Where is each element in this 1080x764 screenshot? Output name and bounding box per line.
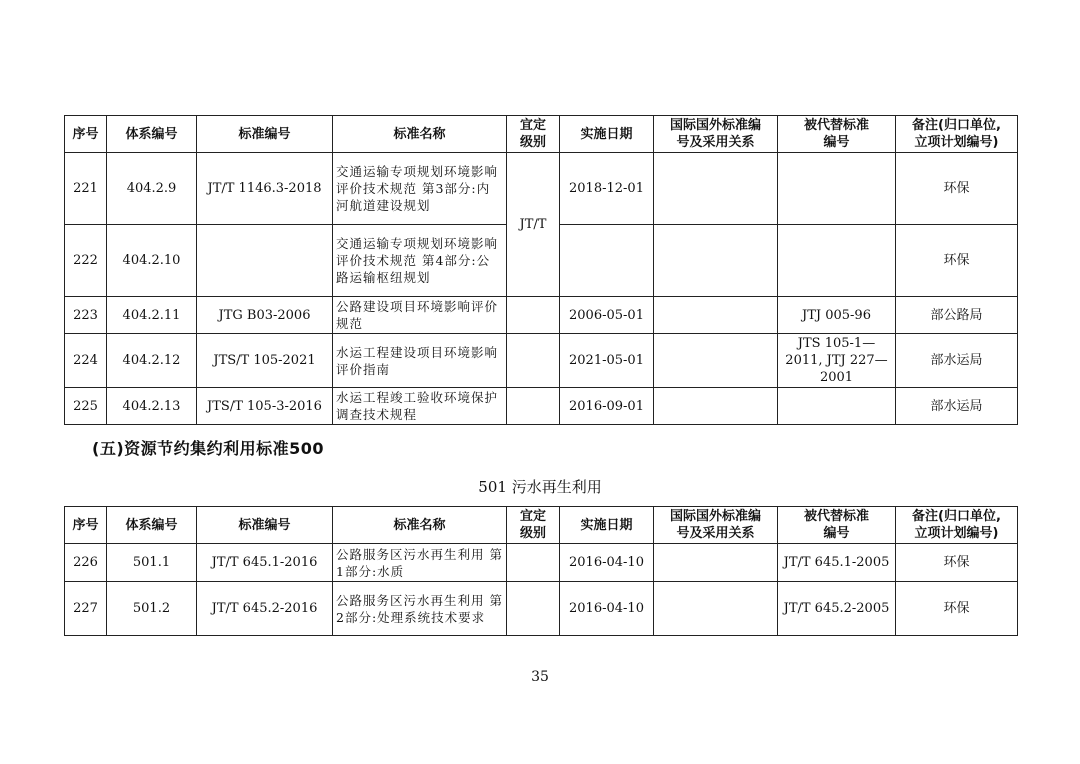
header-standard-number: 标准编号: [197, 116, 333, 153]
table-row: [65, 297, 1018, 334]
cell-remark: 环保: [896, 544, 1018, 582]
cell-level: [507, 297, 560, 334]
cell-level: [507, 334, 560, 388]
table-row: [65, 582, 1018, 636]
cell-replaced: JTS 105-1—2011, JTJ 227—2001: [778, 334, 896, 388]
cell-date: 2018-12-01: [560, 153, 654, 225]
cell-seq: 223: [65, 297, 107, 334]
cell-level: [507, 388, 560, 425]
cell-system-number: 404.2.10: [107, 225, 197, 297]
cell-remark: 部水运局: [896, 388, 1018, 425]
cell-standard-name: 水运工程竣工验收环境保护调查技术规程: [333, 388, 507, 425]
header-seq: 序号: [65, 507, 107, 544]
header-level: 宜定 级别: [507, 116, 560, 153]
cell-replaced: JT/T 645.2-2005: [778, 582, 896, 636]
header-intl: 国际国外标准编 号及采用关系: [654, 507, 778, 544]
cell-remark: 部公路局: [896, 297, 1018, 334]
cell-intl: [654, 334, 778, 388]
cell-intl: [654, 388, 778, 425]
header-standard-name: 标准名称: [333, 507, 507, 544]
cell-date: 2016-04-10: [560, 582, 654, 636]
sub-heading: 501 污水再生利用: [478, 478, 602, 496]
cell-standard-name: 水运工程建设项目环境影响评价指南: [333, 334, 507, 388]
cell-standard-number: JT/T 1146.3-2018: [197, 153, 333, 225]
standards-table-404: [64, 115, 1018, 425]
cell-system-number: 404.2.9: [107, 153, 197, 225]
cell-date: 2021-05-01: [560, 334, 654, 388]
section-heading: (五)资源节约集约利用标准500: [92, 439, 325, 458]
table-row: [65, 334, 1018, 388]
header-remark: 备注(归口单位, 立项计划编号): [896, 507, 1018, 544]
cell-intl: [654, 225, 778, 297]
table-header-row: [65, 116, 1018, 153]
cell-date: 2016-04-10: [560, 544, 654, 582]
cell-standard-number: JTG B03-2006: [197, 297, 333, 334]
header-standard-name: 标准名称: [333, 116, 507, 153]
cell-replaced: [778, 225, 896, 297]
cell-intl: [654, 297, 778, 334]
cell-intl: [654, 153, 778, 225]
cell-seq: 226: [65, 544, 107, 582]
cell-intl: [654, 582, 778, 636]
cell-replaced: [778, 153, 896, 225]
cell-seq: 227: [65, 582, 107, 636]
cell-replaced: [778, 388, 896, 425]
cell-seq: 222: [65, 225, 107, 297]
header-date: 实施日期: [560, 507, 654, 544]
header-standard-number: 标准编号: [197, 507, 333, 544]
standards-table-501: [64, 506, 1018, 636]
cell-replaced: JTJ 005-96: [778, 297, 896, 334]
cell-standard-name: 交通运输专项规划环境影响评价技术规范 第4部分:公路运输枢纽规划: [333, 225, 507, 297]
cell-seq: 225: [65, 388, 107, 425]
cell-level: [507, 544, 560, 582]
cell-intl: [654, 544, 778, 582]
cell-replaced: JT/T 645.1-2005: [778, 544, 896, 582]
cell-date: 2016-09-01: [560, 388, 654, 425]
header-system-number: 体系编号: [107, 507, 197, 544]
header-replaced: 被代替标准 编号: [778, 116, 896, 153]
cell-remark: 部水运局: [896, 334, 1018, 388]
cell-system-number: 404.2.13: [107, 388, 197, 425]
cell-seq: 224: [65, 334, 107, 388]
page-number: 35: [531, 669, 549, 685]
cell-system-number: 404.2.12: [107, 334, 197, 388]
header-date: 实施日期: [560, 116, 654, 153]
cell-standard-name: 公路服务区污水再生利用 第1部分:水质: [333, 544, 507, 582]
table-row: [65, 544, 1018, 582]
cell-date: 2006-05-01: [560, 297, 654, 334]
cell-system-number: 404.2.11: [107, 297, 197, 334]
header-level: 宜定 级别: [507, 507, 560, 544]
cell-remark: 环保: [896, 225, 1018, 297]
cell-standard-number: JT/T 645.2-2016: [197, 582, 333, 636]
header-system-number: 体系编号: [107, 116, 197, 153]
cell-standard-name: 交通运输专项规划环境影响评价技术规范 第3部分:内河航道建设规划: [333, 153, 507, 225]
cell-standard-name: 公路服务区污水再生利用 第2部分:处理系统技术要求: [333, 582, 507, 636]
table-row: [65, 388, 1018, 425]
cell-level: JT/T: [507, 153, 560, 297]
cell-seq: 221: [65, 153, 107, 225]
cell-standard-number: JTS/T 105-3-2016: [197, 388, 333, 425]
cell-remark: 环保: [896, 153, 1018, 225]
cell-standard-number: JT/T 645.1-2016: [197, 544, 333, 582]
table-header-row: [65, 507, 1018, 544]
table-row: [65, 153, 1018, 225]
cell-standard-name: 公路建设项目环境影响评价规范: [333, 297, 507, 334]
cell-remark: 环保: [896, 582, 1018, 636]
cell-date: [560, 225, 654, 297]
header-replaced: 被代替标准 编号: [778, 507, 896, 544]
cell-standard-number: [197, 225, 333, 297]
cell-system-number: 501.1: [107, 544, 197, 582]
cell-level: [507, 582, 560, 636]
cell-standard-number: JTS/T 105-2021: [197, 334, 333, 388]
header-remark: 备注(归口单位, 立项计划编号): [896, 116, 1018, 153]
header-intl: 国际国外标准编 号及采用关系: [654, 116, 778, 153]
cell-system-number: 501.2: [107, 582, 197, 636]
header-seq: 序号: [65, 116, 107, 153]
